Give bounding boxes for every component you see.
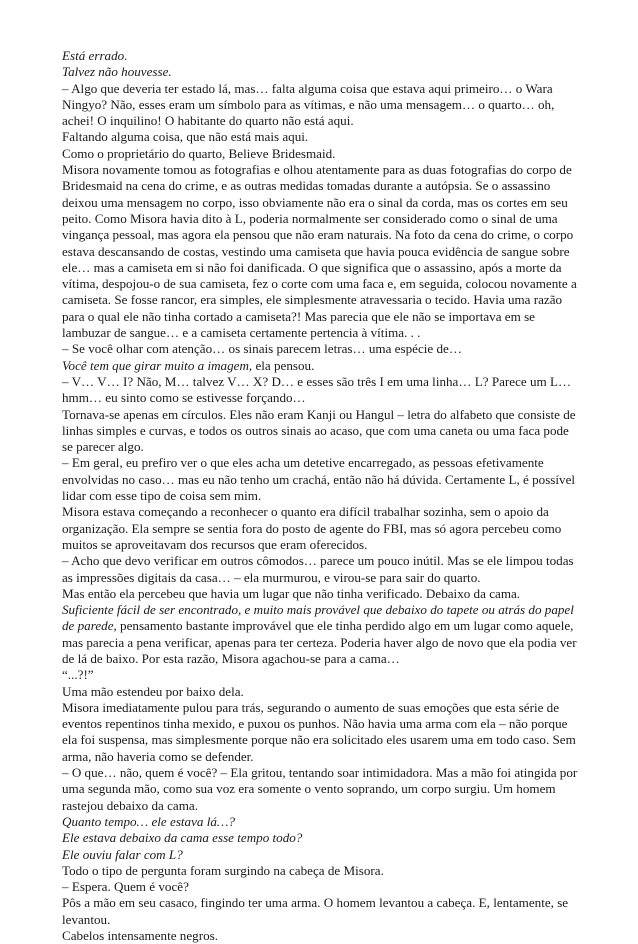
- paragraph-22: Ele ouviu falar com L?: [62, 846, 183, 862]
- paragraph-15: [62, 602, 582, 667]
- paragraph-21: Ele estava debaixo da cama esse tempo todo?: [62, 830, 303, 846]
- paragraph-5: Como o proprietário do quarto, Believe Bridesmaid.: [62, 145, 336, 161]
- document-page: [62, 48, 582, 944]
- paragraph-23: Todo o tipo de pergunta foram surgindo na cabeça de Misora.: [62, 862, 384, 878]
- paragraph-14: Mas então ela percebeu que havia um lugar que não tinha verificado. Debaixo da cama.: [62, 585, 521, 601]
- paragraph-13: – Acho que devo verificar em outros cômodos… parece um pouco inútil. Mas se ele limpou todas as impressões digitais da casa… – ela murmurou, e virou-se para sair do quarto.: [62, 553, 574, 585]
- paragraph-16: “...?!”: [62, 667, 94, 683]
- paragraph-9: – V… V… I? Não, M… talvez V… X? D… e esses são três I em uma linha… L? Parece um L… hmm… eu sinto como se estivesse forçando…: [62, 373, 572, 406]
- paragraph-8-italic: Você tem que girar muito a imagem,: [62, 357, 253, 373]
- paragraph-15-italic: Suficiente fácil de ser encontrado, e muito mais provável que debaixo do tapete ou atrás do papel de parede,: [62, 602, 574, 634]
- paragraph-18: Misora imediatamente pulou para trás, segurando o aumento de suas emoções que esta série de eventos repentinos tinha mexido, e puxou os punhos. Não havia uma arma com ela – não porque ela foi suspensa, mas simplesmente porque não era solicitado eles usarem uma em todo caso. Sem arma, não haveria como se defender.: [62, 699, 576, 764]
- paragraph-24: – Espera. Quem é você?: [62, 879, 189, 895]
- paragraph-17: Uma mão estendeu por baixo dela.: [62, 683, 244, 699]
- paragraph-12: Misora estava começando a reconhecer o quanto era difícil trabalhar sozinha, sem o apoio da organização. Ela sempre se sentia fora do posto de agente do FBI, mas só agora percebeu como muitos se aproveitavam dos recursos que eram oferecidos.: [62, 504, 562, 552]
- paragraph-8: [62, 358, 582, 374]
- paragraph-6: Misora novamente tomou as fotografias e olhou atentamente para as duas fotografias do corpo de Bridesmaid na cena do crime, e as outras medidas tomadas durante a autópsia. Se o assassino deixou uma mensagem no corpo, isso obviamente não era o sinal da corda, mas os cortes em seu peito. Como Misora havia dito à L, poderia normalmente ser considerado como o sinal de uma vingança pessoal, mas agora ela pensou que não eram naturais. Na foto da cena do crime, o corpo estava descansando de costas, vestindo uma camiseta que havia pouca evidência de sangue sobre ele… mas a camiseta em si não foi danificada. O que significa que o assassino, após a morte da vítima, despojou-o de sua camiseta, fez o corte com uma faca e, em seguida, colocou novamente a camiseta. Se fosse rancor, era simples, ele simplesmente atravessaria o tecido. Havia uma razão para o qual ele não tinha cortado a camiseta?! Mas parecia que ele não se importava em se lambuzar de sangue… e a camiseta certamente pertencia à vítima. . .: [62, 162, 577, 341]
- paragraph-1: Está errado.: [62, 48, 128, 63]
- paragraph-10: Tornava-se apenas em círculos. Eles não eram Kanji ou Hangul – letra do alfabeto que consiste de linhas simples e curvas, e todos os outros sinais ao acaso, que com uma caneta ou uma faca pode se parecer algo.: [62, 406, 576, 455]
- paragraph-15-rest: pensamento bastante improvável que ele tinha perdido algo em um lugar como aquele, mas parecia a pena verificar, apenas para ter certeza. Poderia haver algo de novo que ela podia ver de lá de baixo. Por esta razão, Misora agachou-se para a cama…: [62, 618, 577, 666]
- paragraph-2: Talvez não houvesse.: [62, 64, 172, 80]
- paragraph-8-rest: ela pensou.: [252, 357, 315, 373]
- paragraph-3: – Algo que deveria ter estado lá, mas… falta alguma coisa que estava aqui primeiro… o Wara Ningyo? Não, esses eram um símbolo para as vítimas, e não uma mensagem… o quarto… oh, achei! O inquilino! O habitante do quarto não está aqui.: [62, 80, 555, 129]
- paragraph-4: Faltando alguma coisa, que não está mais aqui.: [62, 129, 309, 145]
- paragraph-7: – Se você olhar com atenção… os sinais parecem letras… uma espécie de…: [62, 341, 462, 357]
- paragraph-11: – Em geral, eu prefiro ver o que eles acha um detetive encarregado, as pessoas efetivamente envolvidas no caso… mas eu não tenho um crachá, então não há dúvida. Certamente L, é possível lidar com esse tipo de coisa sem mim.: [62, 455, 576, 504]
- paragraph-26: Cabelos intensamente negros.: [62, 928, 218, 944]
- paragraph-25: Pôs a mão em seu casaco, fingindo ter uma arma. O homem levantou a cabeça. E, lentamente, se levantou.: [62, 895, 569, 927]
- paragraph-19: – O que… não, quem é você? – Ela gritou, tentando soar intimidadora. Mas a mão foi atingida por uma segunda mão, como sua voz era somente o vento soprando, um corpo surgiu. Um homem rastejou debaixo da cama.: [62, 765, 578, 813]
- paragraph-20: Quanto tempo… ele estava lá…?: [62, 813, 236, 829]
